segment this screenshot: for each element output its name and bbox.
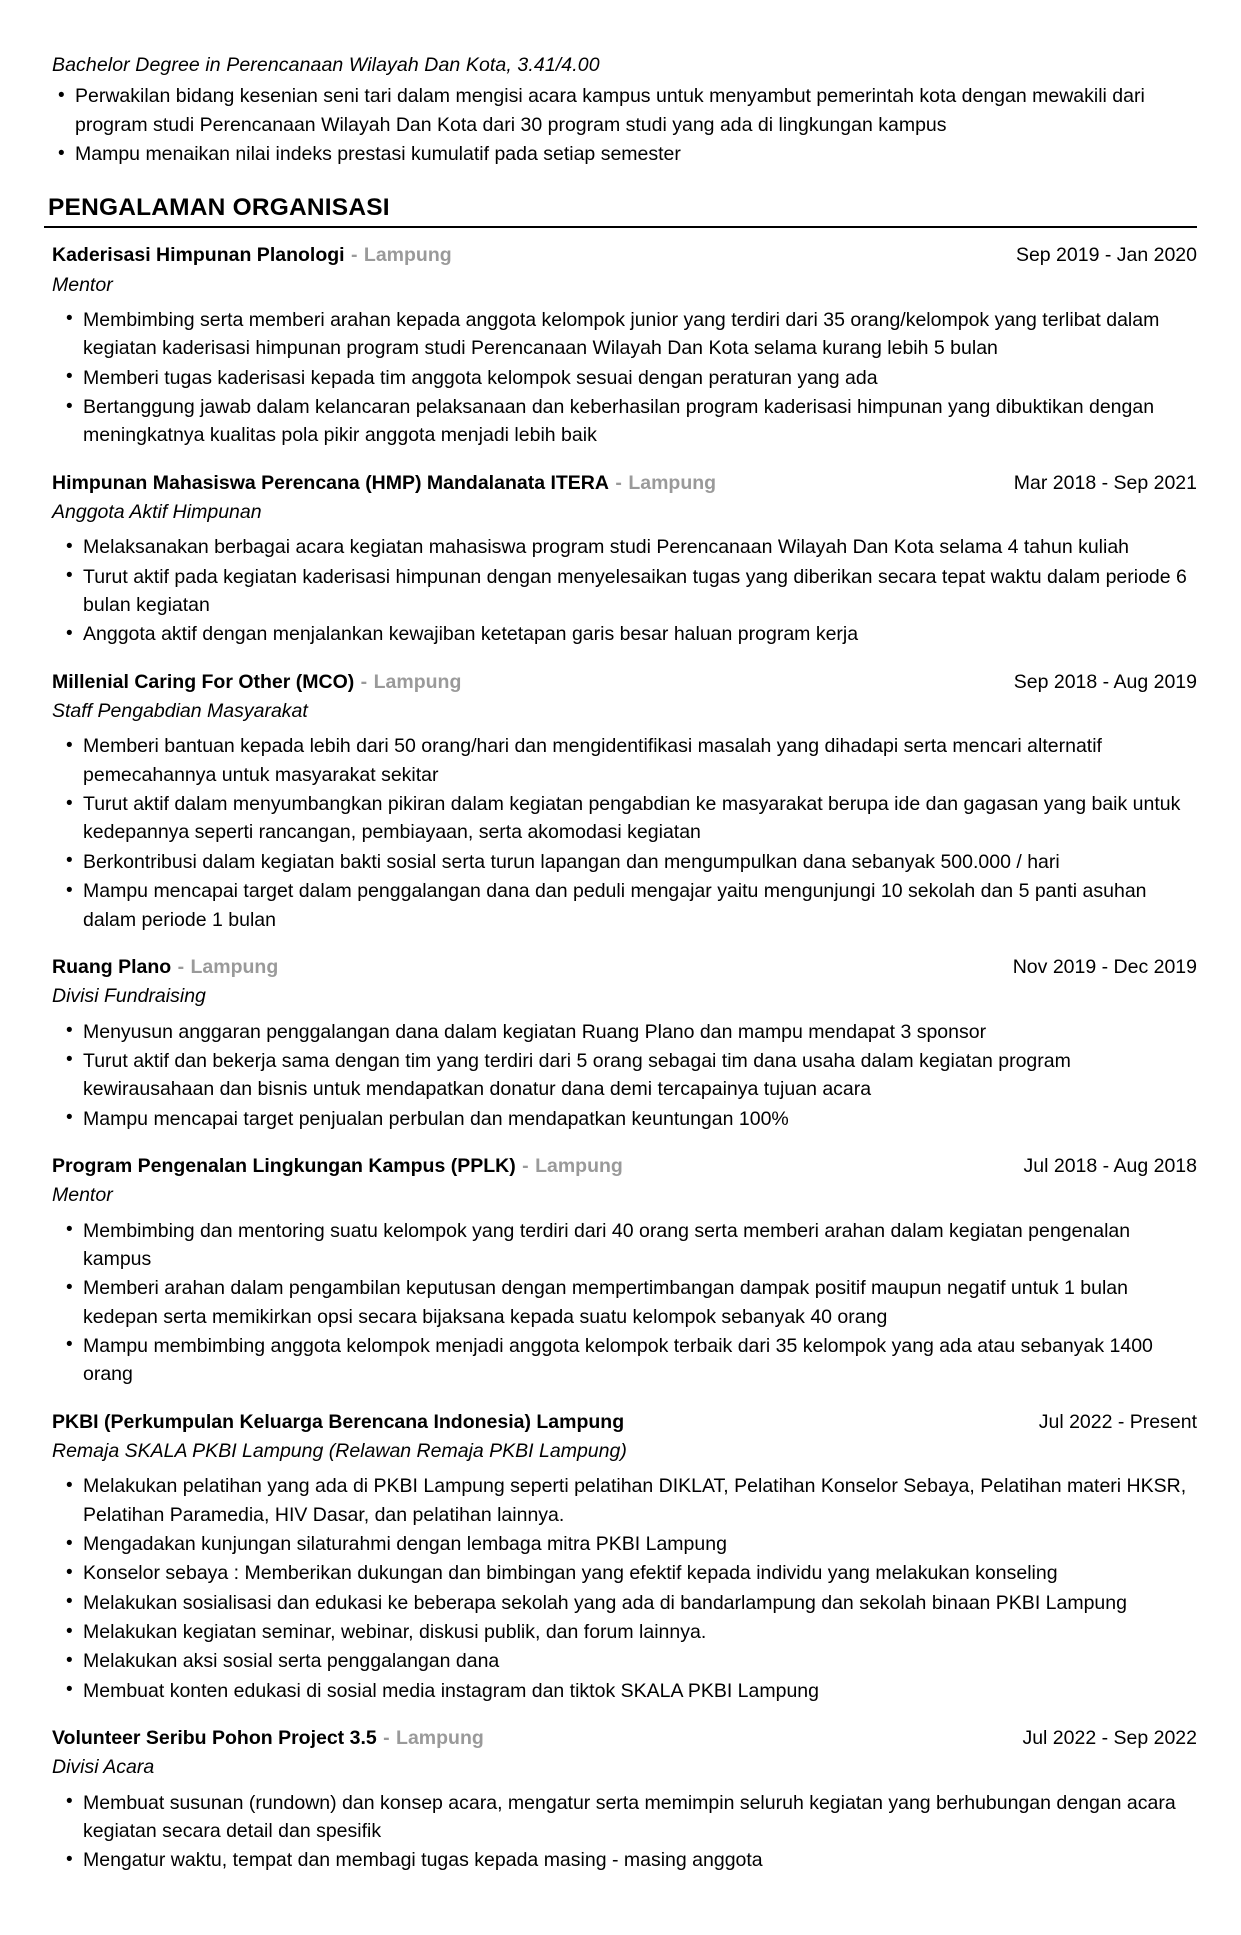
bullet-item: • Mengatur waktu, tempat dan membagi tugas kepada masing - masing anggota [52, 1846, 1197, 1874]
education-tail-block [44, 52, 1197, 168]
entry-title [52, 669, 475, 696]
entry-organization: Millenial Caring For Other (MCO) [52, 670, 355, 693]
entry-role: Remaja SKALA PKBI Lampung (Relawan Remaja PKBI Lampung) [52, 1440, 627, 1462]
entry-organization: Himpunan Mahasiswa Perencana (HMP) Mandalanata ITERA [52, 471, 609, 494]
bullet-item: • Turut aktif pada kegiatan kaderisasi himpunan dengan menyelesaikan tugas yang diberikan secara tepat waktu dalam periode 6 bulan kegiatan [52, 563, 1197, 620]
bullet-item: • Melakukan aksi sosial serta penggalangan dana [52, 1647, 1197, 1675]
experience-entry [44, 1409, 1197, 1705]
entry-bullets [52, 732, 1197, 934]
entry-header [52, 1153, 1197, 1180]
entry-dates: Jul 2018 - Aug 2018 [1023, 1154, 1197, 1177]
entry-header [52, 242, 1197, 269]
entry-dates: Nov 2019 - Dec 2019 [1012, 955, 1197, 978]
bullet-item: • Melaksanakan berbagai acara kegiatan mahasiswa program studi Perencanaan Wilayah Dan Kota selama 4 tahun kuliah [52, 533, 1197, 561]
bullet-item: • Turut aktif dan bekerja sama dengan tim yang terdiri dari 5 orang sebagai tim dana usaha dalam kegiatan program kewirausahaan dan bisnis untuk mendapatkan donatur dana demi tercapainya tujuan acara [52, 1047, 1197, 1104]
entry-location: Lampung [190, 955, 279, 978]
bullet-item: • Membuat susunan (rundown) dan konsep acara, mengatur serta memimpin seluruh kegiatan yang berhubungan dengan acara kegiatan secara detail dan spesifik [52, 1789, 1197, 1846]
experience-entry-list [44, 242, 1197, 1874]
experience-entry [44, 242, 1197, 449]
bullet-item: • Konselor sebaya : Memberikan dukungan dan bimbingan yang efektif kepada individu yang melakukan konseling [52, 1559, 1197, 1587]
bullet-item: • Melakukan kegiatan seminar, webinar, diskusi publik, dan forum lainnya. [52, 1618, 1197, 1646]
degree-line: Bachelor Degree in Perencanaan Wilayah Dan Kota, 3.41/4.00 [52, 54, 600, 76]
entry-dates: Mar 2018 - Sep 2021 [1013, 471, 1197, 494]
entry-header [52, 1725, 1197, 1752]
education-tail-bullets [44, 82, 1197, 168]
entry-organization: Kaderisasi Himpunan Planologi [52, 244, 345, 267]
entry-location: Lampung [396, 1727, 484, 1750]
entry-location-separator: - [516, 1154, 535, 1177]
entry-title [52, 1725, 498, 1752]
bullet-item: • Mampu membimbing anggota kelompok menjadi anggota kelompok terbaik dari 35 kelompok yang ada atau sebanyak 1400 orang [52, 1332, 1197, 1389]
experience-entry [44, 669, 1197, 934]
bullet-item: • Mampu mencapai target dalam penggalangan dana dan peduli mengajar yaitu mengunjungi 10 sekolah dan 5 panti asuhan dalam periode 1 bulan [52, 877, 1197, 934]
entry-header [52, 1409, 1197, 1436]
entry-role: Mentor [52, 1184, 113, 1207]
entry-bullets [52, 1789, 1197, 1875]
entry-bullets [52, 1018, 1197, 1133]
bullet-item: • Membuat konten edukasi di sosial media instagram dan tiktok SKALA PKBI Lampung [52, 1677, 1197, 1705]
entry-role: Staff Pengabdian Masyarakat [52, 700, 308, 723]
bullet-item: • Membimbing dan mentoring suatu kelompok yang terdiri dari 40 orang serta memberi arahan dalam kegiatan pengenalan kampus [52, 1217, 1197, 1274]
entry-title [52, 470, 730, 497]
entry-title [52, 242, 466, 269]
bullet-item: • Melakukan sosialisasi dan edukasi ke beberapa sekolah yang ada di bandarlampung dan sekolah binaan PKBI Lampung [52, 1589, 1197, 1617]
entry-role: Anggota Aktif Himpunan [52, 501, 262, 524]
entry-bullets [52, 306, 1197, 450]
entry-location-separator: - [609, 471, 628, 494]
entry-location: Lampung [628, 471, 717, 494]
bullet-item: • Bertanggung jawab dalam kelancaran pelaksanaan dan keberhasilan program kaderisasi himpunan yang dibuktikan dengan meningkatnya kualitas pola pikir anggota menjadi lebih baik [52, 393, 1197, 450]
bullet-item: • Berkontribusi dalam kegiatan bakti sosial serta turun lapangan dan mengumpulkan dana sebanyak 500.000 / hari [52, 848, 1197, 876]
entry-location: Lampung [363, 244, 452, 267]
entry-organization: Volunteer Seribu Pohon Project 3.5 [52, 1727, 377, 1750]
entry-organization: Program Pengenalan Lingkungan Kampus (PPLK) [52, 1154, 516, 1177]
section-title: PENGALAMAN ORGANISASI [48, 194, 390, 222]
entry-dates: Jul 2022 - Present [1038, 1410, 1197, 1433]
bullet-item: • Mengadakan kunjungan silaturahmi dengan lembaga mitra PKBI Lampung [52, 1530, 1197, 1558]
entry-role: Divisi Fundraising [52, 985, 206, 1008]
entry-dates: Sep 2019 - Jan 2020 [1015, 244, 1197, 267]
entry-role: Mentor [52, 273, 113, 296]
entry-header [52, 954, 1197, 981]
bullet-item: • Anggota aktif dengan menjalankan kewajiban ketetapan garis besar haluan program kerja [52, 620, 1197, 648]
section-divider [44, 226, 1197, 228]
entry-title [52, 1409, 638, 1436]
entry-role: Divisi Acara [52, 1756, 155, 1779]
entry-location-separator: - [172, 955, 190, 978]
bullet-item: • Memberi tugas kaderisasi kepada tim anggota kelompok sesuai dengan peraturan yang ada [52, 364, 1197, 392]
entry-bullets [52, 1472, 1197, 1705]
experience-entry [44, 1153, 1197, 1389]
bullet-item: • Memberi bantuan kepada lebih dari 50 orang/hari dan mengidentifikasi masalah yang dihadapi serta mencari alternatif pemecahannya untuk masyarakat sekitar [52, 732, 1197, 789]
entry-location-separator: - [377, 1727, 396, 1750]
bullet-item: • Melakukan pelatihan yang ada di PKBI Lampung seperti pelatihan DIKLAT, Pelatihan Konselor Sebaya, Pelatihan materi HKSR, Pelatihan Paramedia, HIV Dasar, dan pelatihan lainnya. [52, 1472, 1197, 1529]
entry-bullets [52, 533, 1197, 648]
entry-organization: PKBI (Perkumpulan Keluarga Berencana Indonesia) Lampung [52, 1410, 625, 1433]
entry-bullets [52, 1217, 1197, 1389]
entry-header [52, 669, 1197, 696]
bullet-item: • Turut aktif dalam menyumbangkan pikiran dalam kegiatan pengabdian ke masyarakat berupa ide dan gagasan yang baik untuk kedepannya seperti rancangan, pembiayaan, serta akomodasi kegiatan [52, 790, 1197, 847]
entry-dates: Jul 2022 - Sep 2022 [1022, 1727, 1197, 1750]
bullet-item: • Membimbing serta memberi arahan kepada anggota kelompok junior yang terdiri dari 35 orang/kelompok yang terlibat dalam kegiatan kaderisasi himpunan program studi Perencanaan Wilayah Dan Kota selama kurang lebih 5 bulan [52, 306, 1197, 363]
entry-organization: Ruang Plano [52, 955, 172, 978]
bullet-item: • Memberi arahan dalam pengambilan keputusan dengan mempertimbangan dampak positif maupun negatif untuk 1 bulan kedepan serta memikirkan opsi secara bijaksana kepada suatu kelompok sebanyak 40 orang [52, 1274, 1197, 1331]
bullet-item: • Mampu mencapai target penjualan perbulan dan mendapatkan keuntungan 100% [52, 1105, 1197, 1133]
experience-entry [44, 954, 1197, 1133]
entry-location-separator: - [345, 244, 363, 267]
entry-location: Lampung [373, 670, 462, 693]
entry-header [52, 470, 1197, 497]
entry-title [52, 954, 292, 981]
bullet-item: • Perwakilan bidang kesenian seni tari dalam mengisi acara kampus untuk menyambut pemerintah kota dengan mewakili dari program studi Perencanaan Wilayah Dan Kota dari 30 program studi yang ada di lingkungan kampus [44, 82, 1197, 139]
entry-location: Lampung [535, 1154, 623, 1177]
section-pengalaman-organisasi [44, 194, 1197, 1874]
experience-entry [44, 1725, 1197, 1875]
entry-title [52, 1153, 637, 1180]
bullet-item: • Mampu menaikan nilai indeks prestasi kumulatif pada setiap semester [44, 140, 1197, 168]
bullet-item: • Menyusun anggaran penggalangan dana dalam kegiatan Ruang Plano dan mampu mendapat 3 sponsor [52, 1018, 1197, 1046]
experience-entry [44, 470, 1197, 649]
entry-dates: Sep 2018 - Aug 2019 [1013, 670, 1197, 693]
entry-location-separator: - [355, 670, 373, 693]
